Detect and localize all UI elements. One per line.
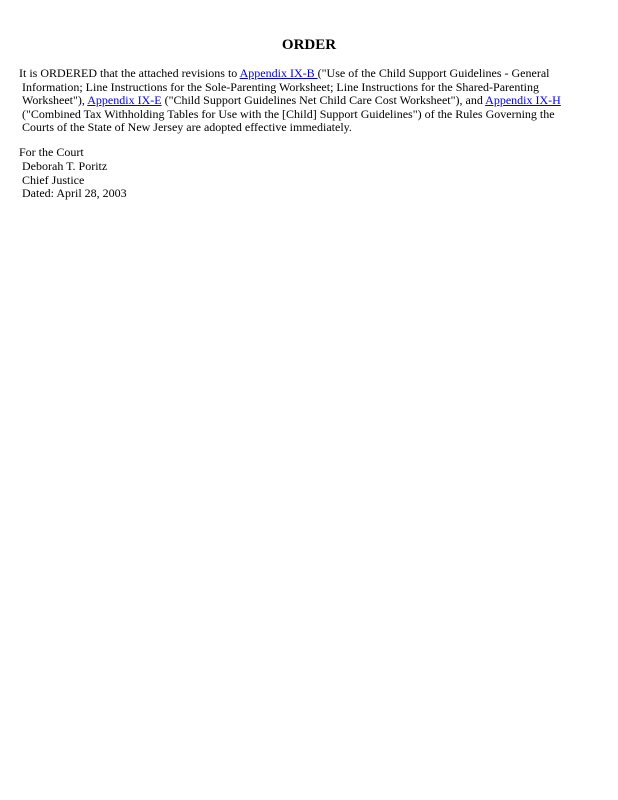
order-line-3 xyxy=(19,94,579,108)
signature-block xyxy=(19,146,127,201)
signatory-name: Deborah T. Poritz xyxy=(22,158,108,173)
appendix-ixe-link[interactable]: Appendix IX-E xyxy=(87,93,162,108)
order-line-2: Information; Line Instructions for the Sole-Parenting Worksheet; Line Instructions for the Shared-Parenting xyxy=(22,79,540,94)
date-signed: Dated: April 28, 2003 xyxy=(22,186,127,201)
appendix-ixh-link[interactable]: Appendix IX-H xyxy=(485,93,561,108)
order-text: ("Use of the Child Support Guidelines - General xyxy=(317,66,550,80)
order-text: ("Child Support Guidelines Net Child Care Cost Worksheet"), and xyxy=(161,93,486,108)
page-title: ORDER xyxy=(281,37,337,53)
order-line-1 xyxy=(19,67,579,81)
for-the-court: For the Court xyxy=(19,145,84,159)
order-line-4: ("Combined Tax Withholding Tables for Use with the [Child] Support Guidelines") of the Rules Governing the xyxy=(22,106,555,121)
order-line-5: Courts of the State of New Jersey are adopted effective immediately. xyxy=(22,120,352,135)
order-text: It is ORDERED that the attached revisions to xyxy=(19,66,240,80)
appendix-ixb-link[interactable]: Appendix IX-B xyxy=(239,66,318,80)
order-paragraph xyxy=(19,67,579,135)
signatory-position: Chief Justice xyxy=(22,172,85,187)
order-text: Worksheet"), xyxy=(22,93,88,108)
